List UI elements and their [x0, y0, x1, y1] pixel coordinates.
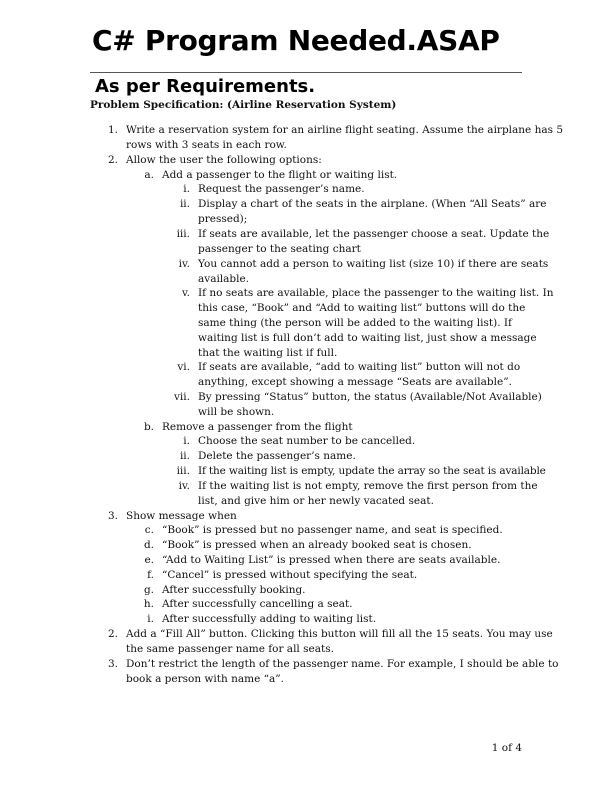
item-letter: h.	[143, 598, 154, 610]
item-text: “Add to Waiting List” is pressed when there are seats available.	[162, 554, 501, 566]
item-roman: iii.	[176, 465, 190, 477]
item-text: If the waiting list is not empty, remove the first person from the	[198, 480, 538, 492]
item-text: “Book” is pressed when an already booked seat is chosen.	[162, 539, 472, 551]
item-text: available.	[198, 273, 250, 285]
item-text: Allow the user the following options:	[126, 154, 322, 166]
item-text: will be shown.	[198, 406, 275, 418]
page-number: 1 of 4	[491, 742, 522, 754]
item-roman: v.	[181, 287, 190, 299]
item-number: 3.	[107, 658, 118, 670]
item-text: If seats are available, “add to waiting list” button will not do	[198, 361, 521, 373]
title-divider	[90, 72, 522, 73]
item-number: 2.	[107, 628, 118, 640]
item-letter: g.	[143, 584, 154, 596]
item-roman: i.	[183, 183, 190, 195]
item-text: After successfully booking.	[162, 584, 306, 596]
subtitle: As per Requirements.	[95, 76, 316, 97]
item-text: You cannot add a person to waiting list (size 10) if there are seats	[198, 258, 549, 270]
item-text: rows with 3 seats in each row.	[126, 139, 287, 151]
item-text: Add a passenger to the flight or waiting list.	[162, 169, 398, 181]
item-text: Display a chart of the seats in the airplane. (When “All Seats” are	[198, 198, 547, 210]
item-letter: b.	[143, 421, 154, 433]
problem-spec-heading: Problem Specification: (Airline Reservation System)	[90, 99, 397, 111]
item-text: Choose the seat number to be cancelled.	[198, 435, 416, 447]
item-roman: vi.	[177, 361, 190, 373]
item-letter: i.	[147, 613, 154, 625]
item-text: After successfully adding to waiting list.	[162, 613, 377, 625]
item-text: Delete the passenger’s name.	[198, 450, 356, 462]
item-text: Don’t restrict the length of the passenger name. For example, I should be able to	[126, 658, 559, 670]
item-text: If seats are available, let the passenger choose a seat. Update the	[198, 228, 550, 240]
item-text: Remove a passenger from the flight	[162, 421, 353, 433]
item-letter: d.	[143, 539, 154, 551]
item-text: “Cancel” is pressed without specifying the seat.	[162, 569, 418, 581]
item-roman: iv.	[178, 258, 190, 270]
item-roman: iii.	[176, 228, 190, 240]
item-roman: i.	[183, 435, 190, 447]
item-text: that the waiting list if full.	[198, 347, 338, 359]
item-roman: vii.	[174, 391, 190, 403]
item-text: the same passenger name for all seats.	[126, 643, 334, 655]
item-roman: ii.	[179, 198, 190, 210]
item-text: After successfully cancelling a seat.	[162, 598, 353, 610]
item-number: 1.	[107, 124, 118, 136]
item-text: this case, “Book” and “Add to waiting list” buttons will do the	[198, 302, 526, 314]
item-text: pressed);	[198, 213, 248, 225]
item-text: waiting list is full don’t add to waiting list, just show a message	[198, 332, 537, 344]
item-letter: c.	[144, 524, 154, 536]
item-text: Request the passenger’s name.	[198, 183, 365, 195]
item-text: list, and give him or her newly vacated seat.	[198, 495, 434, 507]
page-title: C# Program Needed.ASAP	[92, 24, 500, 57]
item-text: If the waiting list is empty, update the array so the seat is available	[198, 465, 546, 477]
item-roman: ii.	[179, 450, 190, 462]
item-letter: a.	[144, 169, 154, 181]
item-number: 2.	[107, 154, 118, 166]
item-text: same thing (the person will be added to the waiting list). If	[198, 317, 512, 329]
item-text: book a person with name “a”.	[126, 673, 284, 685]
item-text: Write a reservation system for an airline flight seating. Assume the airplane has 5	[126, 124, 564, 136]
item-text: If no seats are available, place the passenger to the waiting list. In	[198, 287, 554, 299]
item-text: Show message when	[126, 510, 237, 522]
item-text: By pressing “Status” button, the status (Available/Not Available)	[198, 391, 542, 403]
item-roman: iv.	[178, 480, 190, 492]
item-letter: f.	[147, 569, 154, 581]
item-text: Add a “Fill All” button. Clicking this button will fill all the 15 seats. You may use	[126, 628, 553, 640]
item-letter: e.	[144, 554, 154, 566]
item-text: passenger to the seating chart	[198, 243, 361, 255]
item-text: anything, except showing a message “Seats are available”.	[198, 376, 512, 388]
item-text: “Book” is pressed but no passenger name, and seat is specified.	[162, 524, 503, 536]
item-number: 3.	[107, 510, 118, 522]
